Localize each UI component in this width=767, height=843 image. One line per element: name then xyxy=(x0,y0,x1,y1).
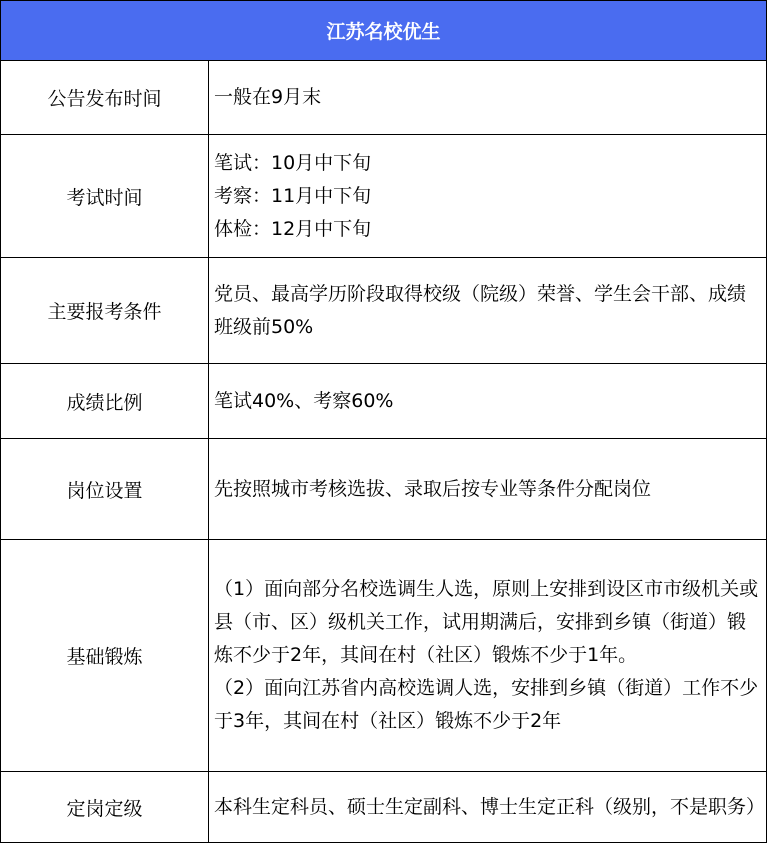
value-line: 先按照城市考核选拔、录取后按专业等条件分配岗位 xyxy=(214,477,652,500)
row-value xyxy=(209,540,766,771)
value-line: 笔试40%、考察60% xyxy=(214,389,394,412)
row-label: 基础锻炼 xyxy=(1,540,209,771)
row-label: 成绩比例 xyxy=(1,364,209,438)
row-value xyxy=(209,258,766,363)
value-line: 一般在9月末 xyxy=(214,86,322,108)
row-label: 主要报考条件 xyxy=(1,258,209,363)
value-line: 笔试：10月中下旬 xyxy=(214,151,372,174)
row-label: 定岗定级 xyxy=(1,772,209,842)
row-value xyxy=(209,439,766,539)
row-value xyxy=(209,135,766,257)
value-line: （1）面向部分名校选调生人选，原则上安排到设区市市级机关或县（市、区）级机关工作，试用期满后，安排到乡镇（街道）锻炼不少于2年，其间在村（社区）锻炼不少于1年。 xyxy=(214,578,759,666)
value-line: 本科生定科员、硕士生定副科、博士生定正科（级别，不是职务） xyxy=(214,795,766,818)
table-row xyxy=(1,439,766,540)
value-line: 党员、最高学历阶段取得校级（院级）荣誉、学生会干部、成绩班级前50% xyxy=(214,282,747,338)
row-value xyxy=(209,772,766,842)
table-row xyxy=(1,135,766,258)
row-label: 考试时间 xyxy=(1,135,209,257)
row-label: 岗位设置 xyxy=(1,439,209,539)
table-row xyxy=(1,540,766,772)
table-row xyxy=(1,61,766,135)
table-row xyxy=(1,258,766,364)
value-line: 考察：11月中下旬 xyxy=(214,184,372,207)
row-label: 公告发布时间 xyxy=(1,61,209,134)
row-value xyxy=(209,61,766,134)
row-value xyxy=(209,364,766,438)
table-title: 江苏名校优生 xyxy=(1,1,766,61)
value-line: （2）面向江苏省内高校选调人选，安排到乡镇（街道）工作不少于3年，其间在村（社区）锻炼不少于2年 xyxy=(214,677,759,732)
table-row xyxy=(1,772,766,842)
table-row xyxy=(1,364,766,439)
value-line: 体检：12月中下旬 xyxy=(214,217,372,240)
